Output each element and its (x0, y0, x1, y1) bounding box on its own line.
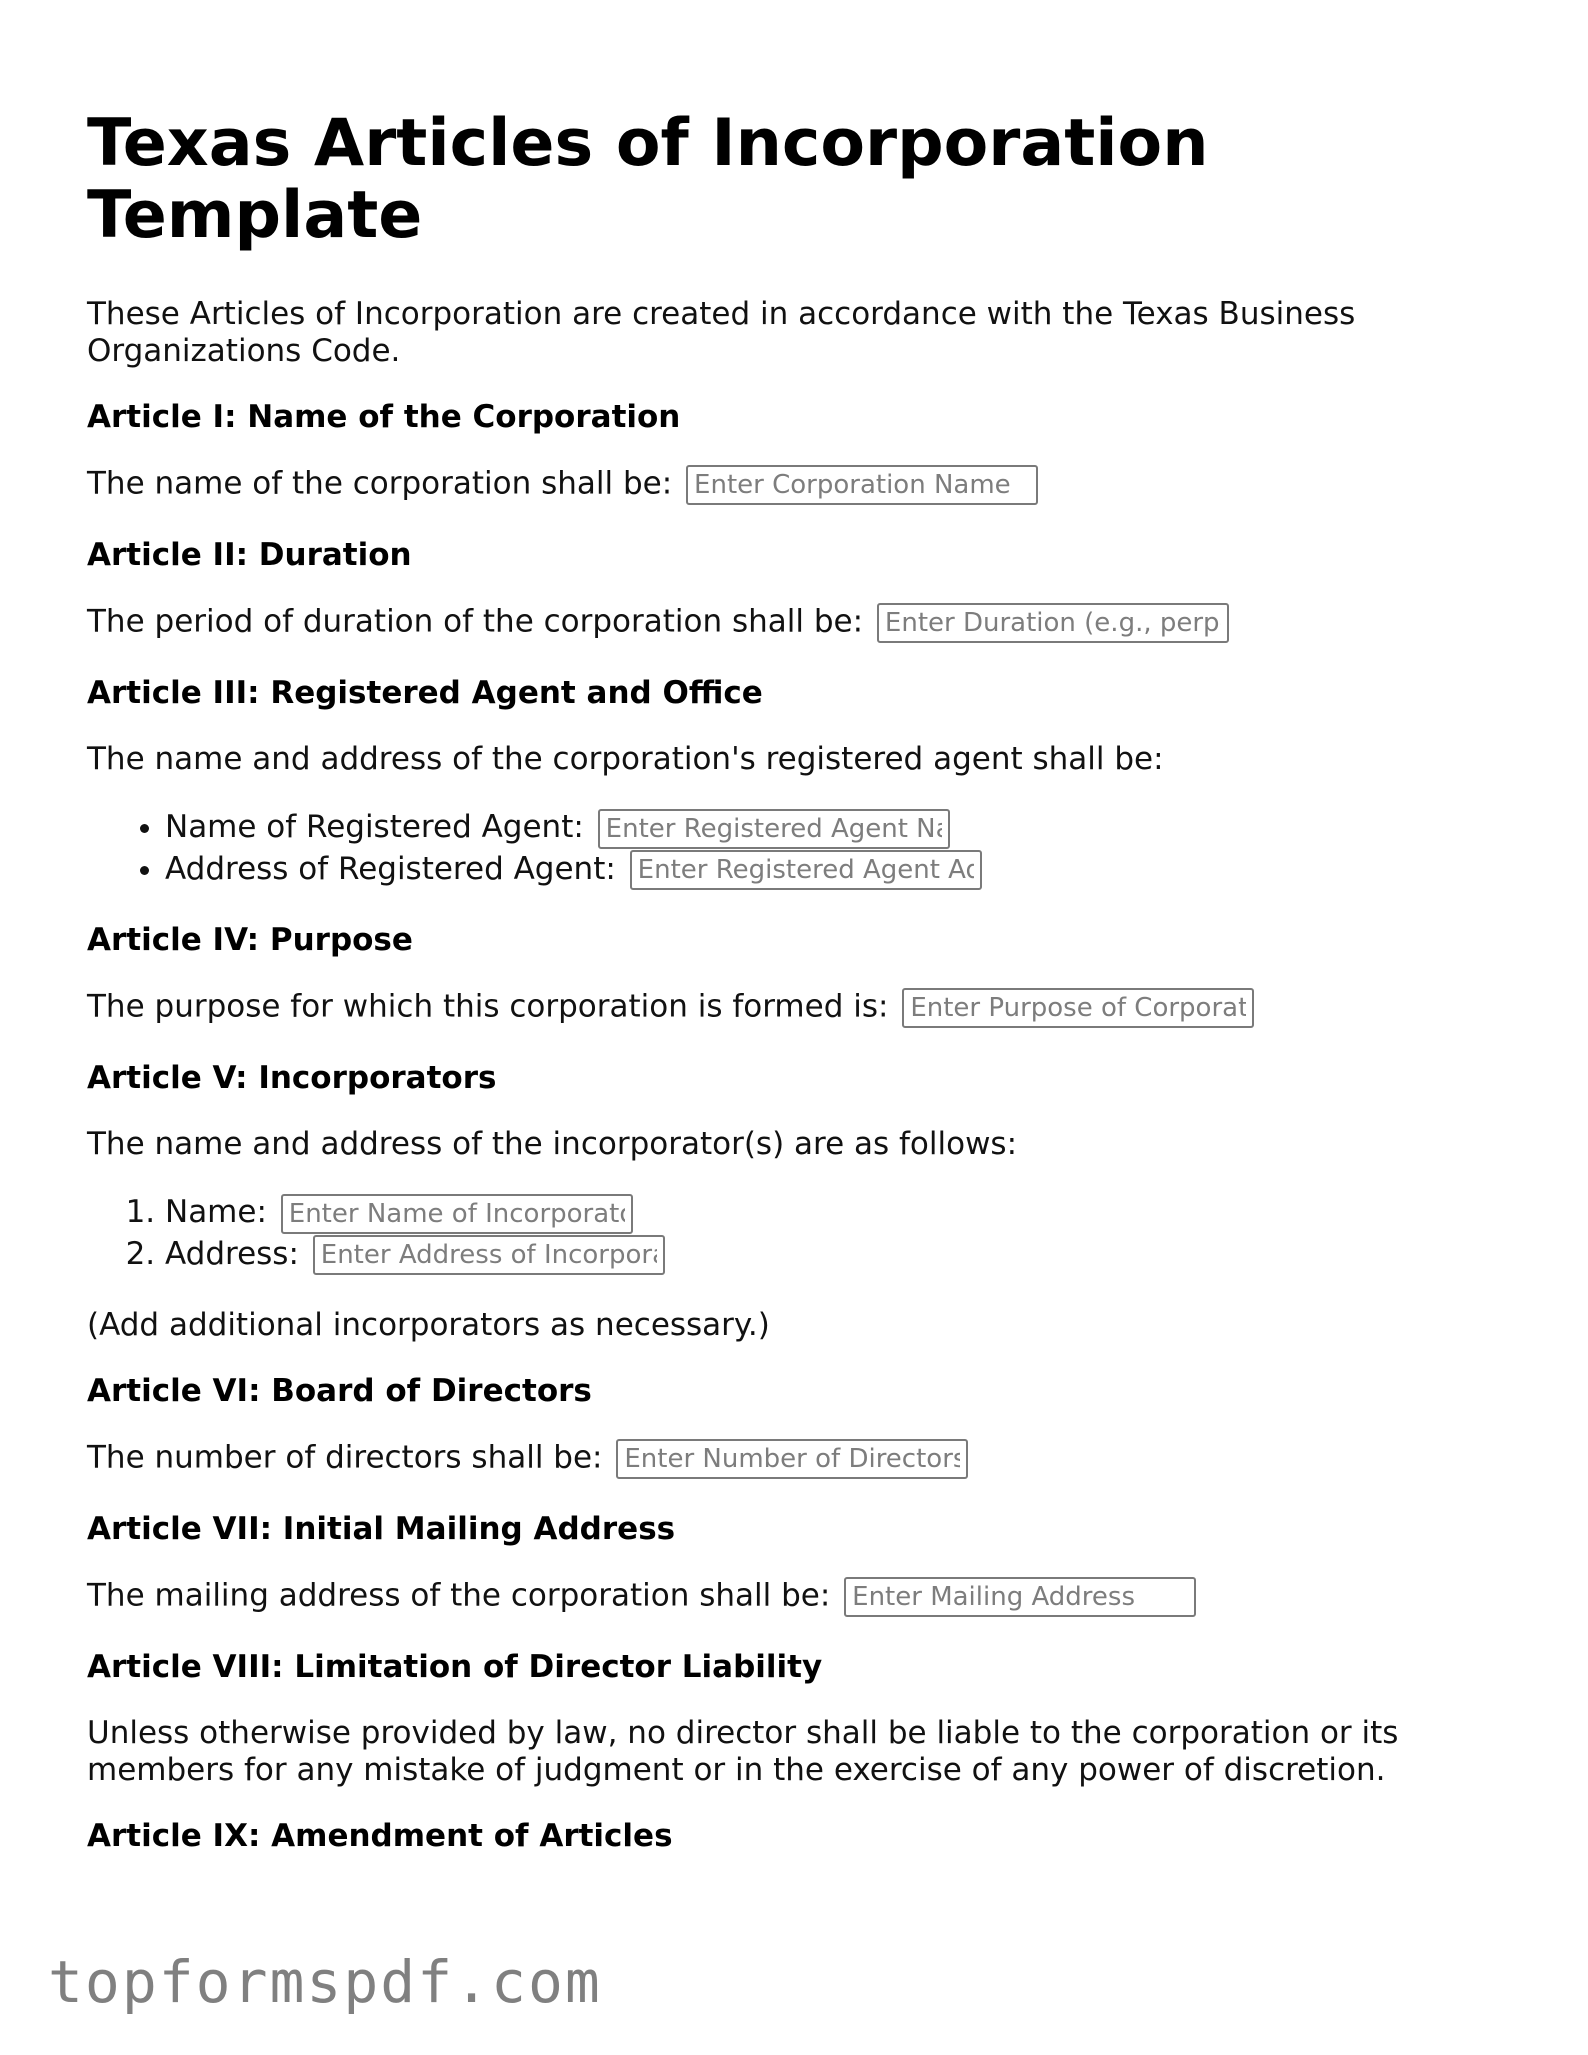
article-3-heading: Article III: Registered Agent and Office (87, 675, 763, 711)
article-1-heading: Article I: Name of the Corporation (87, 399, 681, 435)
article-7-heading: Article VII: Initial Mailing Address (87, 1511, 676, 1547)
registered-agent-name-input[interactable] (598, 809, 950, 849)
watermark: topformspdf.com (48, 1948, 602, 2016)
article-9-heading: Article IX: Amendment of Articles (87, 1818, 673, 1854)
list-item (165, 807, 1527, 849)
article-2-text: The period of duration of the corporation shall be: (87, 603, 864, 640)
registered-agent-name-label: Name of Registered Agent: (165, 809, 584, 845)
intro-text: These Articles of Incorporation are created in accordance with the Texas Business Organizations Code. (87, 296, 1356, 369)
incorporator-address-input[interactable] (313, 1235, 665, 1275)
document (87, 108, 1527, 1884)
purpose-input[interactable] (902, 988, 1254, 1028)
number-of-directors-input[interactable] (616, 1439, 968, 1479)
registered-agent-list (87, 807, 1527, 890)
article-4-heading: Article IV: Purpose (87, 922, 413, 958)
article-8-text: Unless otherwise provided by law, no director shall be liable to the corporation or its members for any mistake of judgment or in the exercise of any power of discretion. (87, 1715, 1399, 1788)
article-6-text: The number of directors shall be: (87, 1439, 603, 1476)
article-8-heading: Article VIII: Limitation of Director Liability (87, 1649, 823, 1685)
registered-agent-address-input[interactable] (630, 850, 982, 890)
article-1-line (87, 465, 1527, 505)
page-title: Texas Articles of Incorporation Template (87, 106, 1209, 253)
article-4-line (87, 988, 1527, 1028)
incorporator-name-input[interactable] (281, 1194, 633, 1234)
list-item (165, 1192, 1527, 1234)
list-item (165, 1234, 1527, 1276)
article-2-heading: Article II: Duration (87, 537, 412, 573)
incorporator-note: (Add additional incorporators as necessary.) (87, 1307, 770, 1343)
article-5-heading: Article V: Incorporators (87, 1060, 497, 1096)
article-6-line (87, 1439, 1527, 1479)
article-5-text: The name and address of the incorporator(s) are as follows: (87, 1126, 1018, 1162)
incorporator-name-label: Name: (165, 1194, 267, 1230)
corporation-name-input[interactable] (686, 465, 1038, 505)
article-6-heading: Article VI: Board of Directors (87, 1373, 592, 1409)
article-7-line (87, 1577, 1527, 1617)
mailing-address-input[interactable] (844, 1577, 1196, 1617)
article-4-text: The purpose for which this corporation is formed is: (87, 988, 889, 1025)
article-1-text: The name of the corporation shall be: (87, 465, 673, 502)
list-item (165, 849, 1527, 891)
article-2-line (87, 603, 1527, 643)
duration-input[interactable] (877, 603, 1229, 643)
article-3-text: The name and address of the corporation's registered agent shall be: (87, 741, 1164, 777)
registered-agent-address-label: Address of Registered Agent: (165, 850, 616, 887)
article-7-text: The mailing address of the corporation shall be: (87, 1577, 831, 1614)
incorporator-list (87, 1192, 1527, 1275)
incorporator-address-label: Address: (165, 1235, 299, 1272)
